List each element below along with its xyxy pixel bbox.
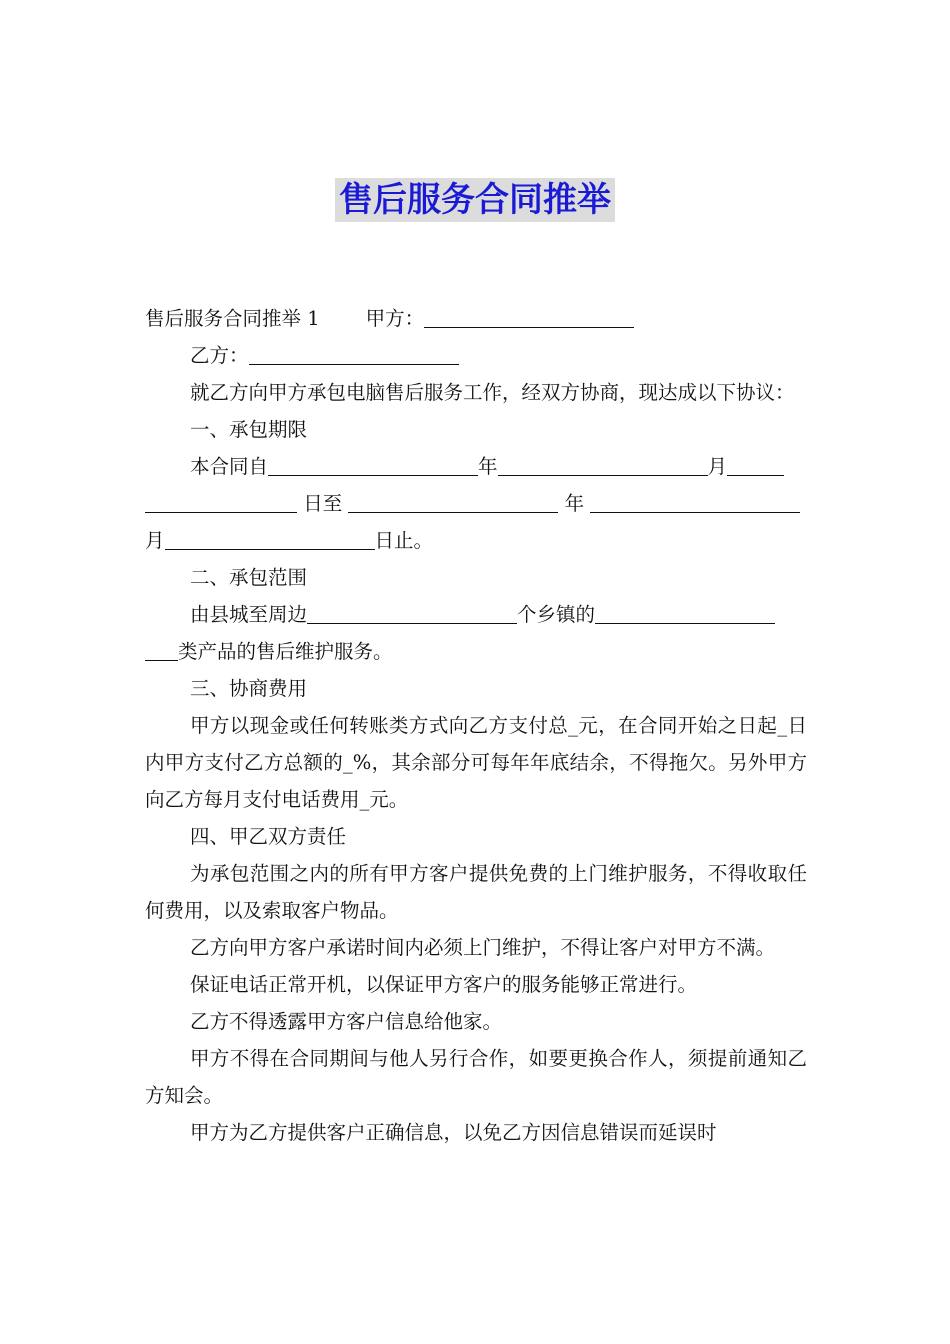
party-b-line [145,337,807,374]
towns-count-blank [307,601,517,624]
responsibility-item: 甲方为乙方提供客户正确信息，以免乙方因信息错误而延误时 [190,1121,717,1144]
year-text: 年 [478,455,498,478]
responsibility-item: 为承包范围之内的所有甲方客户提供免费的上门维护服务，不得收取任何费用，以及索取客户物品。 [145,862,807,922]
responsibility-item: 甲方不得在合同期间与他人另行合作，如要更换合作人，须提前通知乙方知会。 [145,1047,807,1107]
section-2-line-2 [145,633,807,670]
section-3-paragraph: 甲方以现金或任何转账类方式向乙方支付总_元，在合同开始之日起_日内甲方支付乙方总额的_%，其余部分可每年年底结余，不得拖欠。另外甲方向乙方每月支付电话费用_元。 [145,714,807,811]
start-day-blank-a [727,453,784,476]
section-1-line-1 [145,448,807,485]
start-month-blank [498,453,708,476]
scope-text-2: 个乡镇的 [517,603,596,626]
scope-text-1: 由县城至周边 [190,603,308,626]
document-title-wrap [0,178,950,222]
section-1-line-2 [145,485,807,522]
responsibility-item: 乙方不得透露甲方客户信息给他家。 [190,1010,503,1033]
heading-line [145,300,807,337]
start-day-blank-b [145,490,297,513]
term-start-text: 本合同自 [190,455,269,478]
section-3-title: 三、协商费用 [190,677,308,700]
section-1-line-3 [145,522,807,559]
day-to-text: 日至 [303,492,343,515]
scope-text-3: 类产品的售后维护服务。 [178,640,393,663]
intro-paragraph: 就乙方向甲方承包电脑售后服务工作，经双方协商，现达成以下协议： [190,381,795,404]
section-2-line-1 [145,596,807,633]
responsibility-item: 保证电话正常开机，以保证甲方客户的服务能够正常进行。 [190,973,698,996]
year2-text: 年 [564,492,585,515]
product-type-blank-a [595,601,775,624]
end-month-blank [590,490,800,513]
end-year-blank [348,490,558,513]
party-b-label: 乙方： [190,344,249,367]
section-1-title: 一、承包期限 [190,418,308,441]
party-a-label: 甲方： [365,307,425,330]
month2-text: 月 [145,529,165,552]
section-4-title: 四、甲乙双方责任 [190,825,347,848]
month-text: 月 [707,455,728,478]
product-type-blank-b [145,638,178,661]
document-body [145,300,807,1151]
contract-label: 售后服务合同推举 1 [145,307,320,330]
responsibility-item: 乙方向甲方客户承诺时间内必须上门维护，不得让客户对甲方不满。 [190,936,776,959]
day-end-text: 日止。 [374,529,434,552]
document-title: 售后服务合同推举 [335,178,615,222]
end-day-blank [165,527,375,550]
start-year-blank [268,453,478,476]
section-2-title: 二、承包范围 [190,566,308,589]
party-b-blank [249,342,459,365]
party-a-blank [424,305,634,328]
